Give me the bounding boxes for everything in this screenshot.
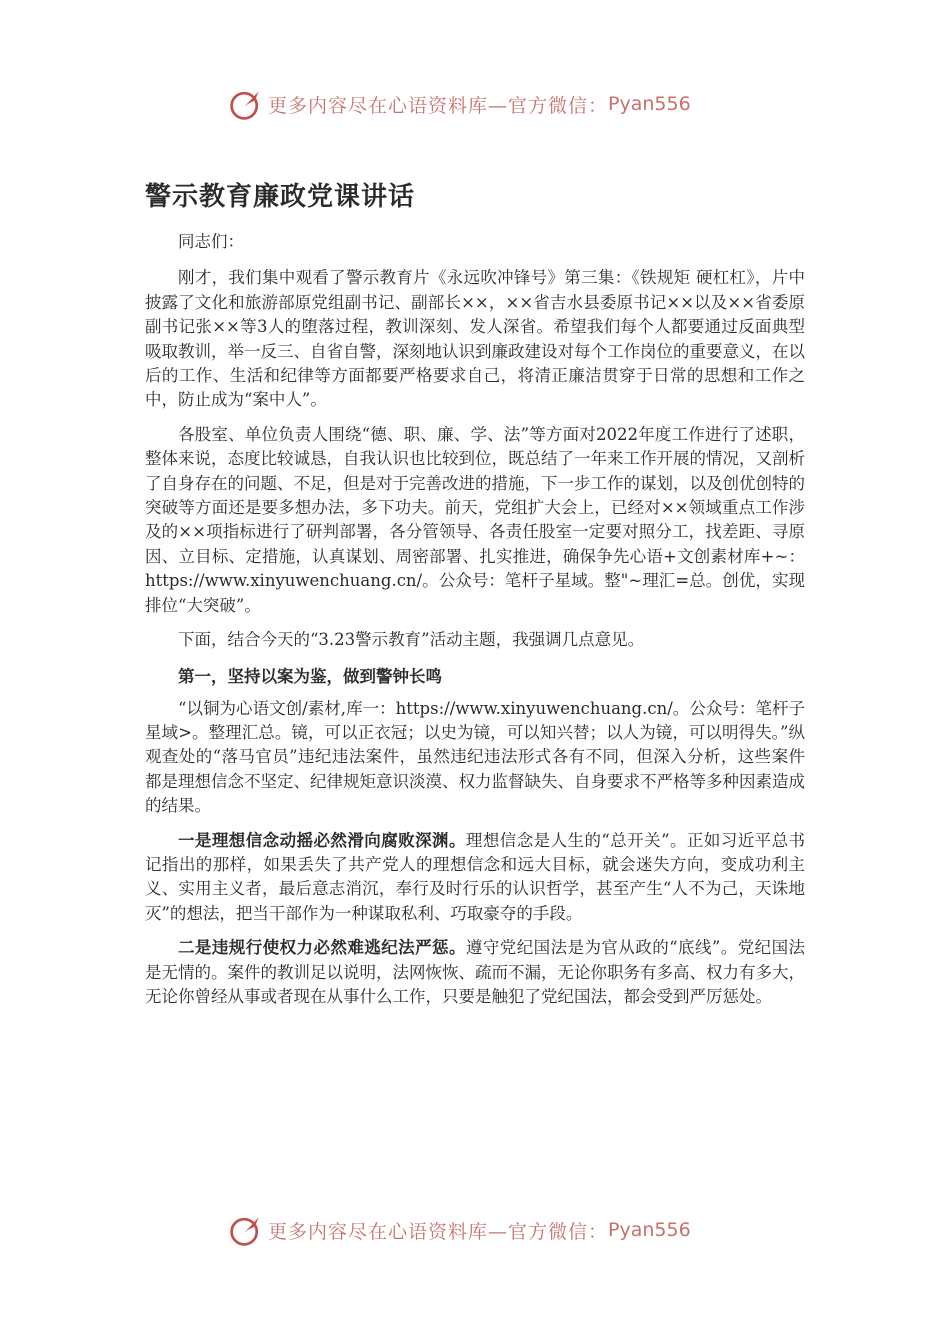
banner-text: 更多内容尽在心语资料库—官方微信： (268, 94, 609, 117)
footer-banner (228, 1210, 691, 1250)
point-2-lead: 二是违规行使权力必然难逃纪法严惩。 (178, 938, 466, 958)
paragraph-2: 各股室、单位负责人围绕“德、职、廉、学、法”等方面对2022年度工作进行了述职，整体来说，态度比较诚恳，自我认识也比较到位，既总结了一年来工作开展的情况，又剖析了自身存在的问题、不足，但是对于完善改进的措施，下一步工作的谋划，以及创优创特的突破等方面还是要多想办法，多下功夫。前天，党组扩大会上，已经对××领域重点工作涉及的××项指标进行了研判部署，各分管领导、各责任股室一定要对照分工，找差距、寻原因、立目标、定措施，认真谋划、周密部署、扎实推进，确保争先心语+文创素材库+~：https://www.xinyuwenchuang.cn/。公众号：笔杆子星域。整"~理汇=总。创优，实现排位“大突破”。 (145, 424, 805, 615)
quill-logo-icon (228, 1212, 264, 1248)
banner-wechat-id: Pyan556 (608, 1219, 691, 1241)
banner-wechat-id: Pyan556 (608, 93, 691, 115)
banner-text: 更多内容尽在心语资料库—官方微信： (268, 1220, 609, 1243)
point-1-lead: 一是理想信念动摇必然滑向腐败深渊。 (178, 830, 466, 850)
document-title: 警示教育廉政党课讲话 (145, 182, 416, 212)
document-body (145, 230, 805, 1019)
section-1-paragraph: “以铜为心语文创/素材,库一：https://www.xinyuwenchuang.cn/。公众号：笔杆子星域>。整理汇总。镜，可以正衣冠；以史为镜，可以知兴替；以人为镜，可以明得失。”纵观查处的“落马官员”违纪违法案件，虽然违纪违法形式各有不同，但深入分析，这些案件都是理想信念不坚定、纪律规矩意识淡漠、权力监督缺失、自身要求不严格等多种因素造成的结果。 (145, 698, 805, 816)
header-banner (228, 84, 691, 124)
quill-logo-icon (228, 86, 264, 122)
paragraph-3: 下面，结合今天的“3.23警示教育”活动主题，我强调几点意见。 (178, 630, 645, 650)
point-2-text: 遵守党纪国法是为官从政的“底线”。党纪国法是无情的。案件的教训足以说明，法网恢恢、疏而不漏，无论你职务有多高、权力有多大，无论你曾经从事或者现在从事什么工作，只要是触犯了党纪国法，都会受到严厉惩处。 (145, 938, 806, 1006)
salutation: 同志们： (178, 232, 244, 251)
point-2-paragraph (145, 936, 805, 1009)
point-1-paragraph (145, 829, 805, 927)
paragraph-1: 刚才，我们集中观看了警示教育片《永远吹冲锋号》第三集：《铁规矩 硬杠杠》，片中披露了文化和旅游部原党组副书记、副部长××，××省吉水县委原书记××以及××省委原副书记张××等3人的堕落过程，教训深刻、发人深省。希望我们每个人都要通过反面典型吸取教训，举一反三、自省自警，深刻地认识到廉政建设对每个工作岗位的重要意义，在以后的工作、生活和纪律等方面都要严格要求自己，将清正廉洁贯穿于日常的思想和工作之中，防止成为“案中人”。 (145, 268, 805, 410)
point-1-text: 理想信念是人生的“总开关”。正如习近平总书记指出的那样，如果丢失了共产党人的理想信念和远大目标，就会迷失方向，变成功利主义、实用主义者，最后意志消沉，奉行及时行乐的认识哲学，甚至产生“人不为己，天诛地灭”的想法，把当干部作为一种谋取私利、巧取豪夺的手段。 (145, 830, 806, 923)
section-1-heading: 第一，坚持以案为鉴，做到警钟长鸣 (178, 666, 442, 686)
